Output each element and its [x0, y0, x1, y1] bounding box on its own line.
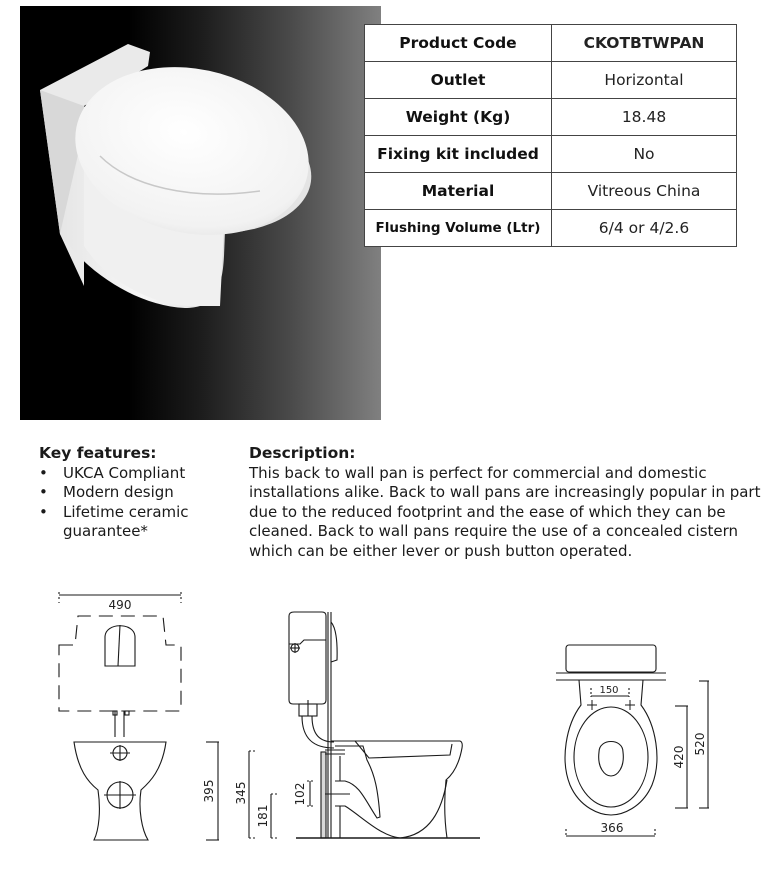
- spec-key: Weight (Kg): [365, 99, 552, 136]
- front-view-drawing: [59, 592, 219, 840]
- dimension-inner-length: 420: [672, 745, 686, 769]
- spec-key: Outlet: [365, 62, 552, 99]
- dimension-fixing-centres: 150: [599, 685, 619, 696]
- dimension-outlet-height: 181: [256, 804, 270, 828]
- spec-value: 18.48: [552, 99, 737, 136]
- description-text: This back to wall pan is perfect for commercial and domestic installations alike. Back to wall pans are increasingly popular in part due to the reduced footprint and the ease of which they can be cleaned. Back to wall pans require the use of a concealed cistern which can be either lever or push button operated.: [249, 463, 761, 560]
- toilet-pan-illustration: [20, 6, 381, 420]
- description-heading: Description:: [249, 444, 356, 462]
- spec-key: Product Code: [365, 25, 552, 62]
- spec-table: [364, 24, 737, 247]
- table-row: [365, 136, 737, 173]
- feature-text: Modern design: [63, 483, 174, 501]
- table-row: [365, 62, 737, 99]
- bullet-icon: •: [39, 502, 48, 521]
- dimension-front-width: 490: [108, 598, 132, 612]
- table-row: [365, 173, 737, 210]
- spec-value: Vitreous China: [552, 173, 737, 210]
- list-item: [39, 483, 223, 503]
- technical-drawings: [0, 580, 778, 870]
- table-row: [365, 210, 737, 247]
- bullet-icon: •: [39, 463, 48, 482]
- list-item: [39, 503, 223, 542]
- description: [249, 444, 774, 561]
- key-features: [39, 444, 223, 542]
- table-row: [365, 25, 737, 62]
- spec-value: No: [552, 136, 737, 173]
- feature-text: Lifetime ceramic guarantee*: [63, 502, 189, 540]
- side-view-drawing: [234, 612, 480, 838]
- product-photo: [20, 6, 381, 420]
- dimension-side-height: 345: [234, 781, 248, 805]
- list-item: [39, 464, 223, 484]
- spec-value: 6/4 or 4/2.6: [552, 210, 737, 247]
- table-row: [365, 99, 737, 136]
- dimension-width: 366: [600, 821, 624, 835]
- spec-value: CKOTBTWPAN: [552, 25, 737, 62]
- spec-key: Material: [365, 173, 552, 210]
- dimension-total-length: 520: [693, 732, 707, 756]
- feature-text: UKCA Compliant: [63, 463, 186, 482]
- spec-key: Flushing Volume (Ltr): [365, 210, 552, 247]
- top-view-drawing: [556, 645, 709, 837]
- dimension-front-height: 395: [202, 779, 216, 803]
- spec-value: Horizontal: [552, 62, 737, 99]
- bullet-icon: •: [39, 483, 48, 501]
- spec-key: Fixing kit included: [365, 136, 552, 173]
- feature-list: [39, 464, 223, 542]
- key-features-heading: Key features:: [39, 444, 157, 462]
- dimension-outlet-size: 102: [293, 782, 307, 806]
